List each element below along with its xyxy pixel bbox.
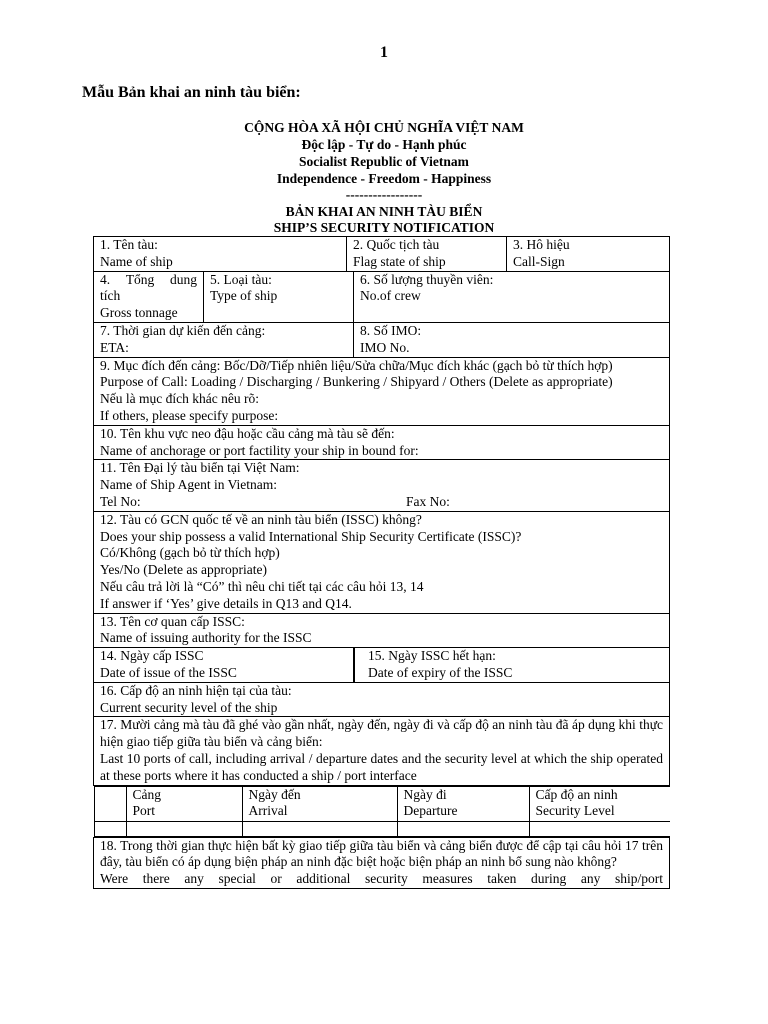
field-label-en: Gross tonnage: [100, 305, 178, 321]
field-label-en: Name of ship: [100, 253, 173, 269]
ports-header-row: [94, 786, 670, 821]
ports-index-header: [94, 786, 126, 821]
field-label-en: ETA:: [100, 339, 129, 355]
field-label-en: Name of anchorage or port factility your ship in bound for:: [100, 442, 419, 458]
field-label-en: Does your ship possess a valid International Ship Security Certificate (ISSC)?: [100, 528, 522, 544]
field-label-vi: 3. Hô hiệu: [513, 237, 570, 252]
label-part: Tổng: [125, 271, 155, 287]
field-call-sign[interactable]: [507, 237, 670, 272]
field-label-en: Date of expiry of the ISSC: [368, 664, 513, 680]
field-label-en: Current security level of the ship: [100, 699, 278, 715]
form-row-8: [94, 613, 670, 648]
form-row-7: [94, 511, 670, 613]
field-label-vi: 5. Loại tàu:: [210, 271, 272, 287]
column-header-security-level: [529, 786, 670, 821]
field-label-en: Name of issuing authority for the ISSC: [100, 630, 312, 646]
column-label-en: Departure: [403, 803, 458, 819]
field-label-vi: 6. Số lượng thuyền viên:: [360, 271, 494, 287]
ports-empty-row: [94, 821, 670, 836]
field-other-vi: Nếu là mục đích khác nêu rõ:: [100, 391, 259, 407]
document-title-vi: BẢN KHAI AN NINH TÀU BIỂN: [285, 204, 483, 219]
field-label-en: Were there any special or additional security measures taken during any ship/port: [100, 871, 664, 887]
field-label-vi: 1. Tên tàu:: [100, 237, 158, 252]
field-label-vi: 7. Thời gian dự kiến đến cảng:: [100, 322, 266, 338]
field-purpose-of-call[interactable]: [94, 357, 670, 425]
field-gross-tonnage[interactable]: [94, 271, 204, 322]
header-divider: -----------------: [345, 187, 423, 202]
column-label-en: Port: [132, 803, 156, 819]
country-name-vi: CỘNG HÒA XÃ HỘI CHỦ NGHĨA VIỆT NAM: [244, 120, 524, 135]
field-label-en: Type of ship: [210, 288, 278, 304]
field-label-vi: 2. Quốc tịch tàu: [353, 237, 440, 252]
label-part: 4.: [100, 271, 111, 287]
field-label-en: Date of issue of the ISSC: [100, 664, 237, 680]
ports-cell[interactable]: [529, 821, 670, 836]
ports-cell[interactable]: [94, 821, 126, 836]
form-row-11: [94, 717, 670, 785]
field-label-vi: 16. Cấp độ an ninh hiện tại của tàu:: [100, 682, 292, 698]
form-row-2: [94, 271, 670, 322]
form-row-5: [94, 425, 670, 460]
field-label-en: Purpose of Call: Loading / Discharging / Bunkering / Shipyard / Others (Delete as appropriate): [100, 374, 613, 390]
column-label-vi: Cấp độ an ninh: [535, 786, 618, 802]
field-issuing-authority[interactable]: [94, 613, 670, 648]
column-label-en: Security Level: [535, 803, 615, 819]
field-issc-expiry-date[interactable]: [354, 648, 670, 683]
field-label-vi: 10. Tên khu vực neo đậu hoặc cầu cảng mà tàu sẽ đến:: [100, 425, 395, 441]
field-label-vi-line: [100, 272, 203, 289]
form-row-6: [94, 460, 670, 511]
detail-note-en: If answer if ‘Yes’ give details in Q13 and Q14.: [100, 595, 352, 611]
column-label-vi: Ngày đi: [403, 786, 447, 802]
ports-cell[interactable]: [126, 821, 242, 836]
ports-cell[interactable]: [397, 821, 529, 836]
yes-no-en: Yes/No (Delete as appropriate): [100, 562, 267, 578]
field-label-vi: 11. Tên Đại lý tàu biển tại Việt Nam:: [100, 460, 300, 476]
field-label-vi: 8. Số IMO:: [360, 322, 422, 338]
label-part: tích: [100, 288, 121, 304]
ports-cell[interactable]: [242, 821, 397, 836]
field-flag-state[interactable]: [347, 237, 507, 272]
field-label-en: Last 10 ports of call, including arrival / departure dates and the security level at which the ship operated at these ports where it has conducted a ship / port interface: [100, 750, 664, 783]
form-row-10: [94, 682, 670, 717]
security-notification-form: [93, 236, 670, 889]
ports-table: [94, 786, 670, 837]
document-title-en: SHIP’S SECURITY NOTIFICATION: [273, 220, 495, 235]
field-label-en: Call-Sign: [513, 253, 565, 269]
field-label-en: IMO No.: [360, 339, 410, 355]
field-label-vi: 12. Tàu có GCN quốc tế về an ninh tàu biển (ISSC) không?: [100, 511, 422, 527]
form-row-1: [94, 237, 670, 272]
field-security-level[interactable]: [94, 682, 670, 717]
field-label-vi: 15. Ngày ISSC hết hạn:: [368, 648, 496, 664]
field-label-vi: 13. Tên cơ quan cấp ISSC:: [100, 613, 245, 629]
column-label-vi: Cảng: [132, 786, 161, 802]
field-other-en: If others, please specify purpose:: [100, 407, 279, 423]
field-imo-number[interactable]: [354, 322, 670, 357]
field-label-vi: 9. Mục đích đến cảng: Bốc/Dỡ/Tiếp nhiên liệu/Sửa chữa/Mục đích khác (gạch bỏ từ thích hợp): [100, 357, 613, 373]
form-row-4: [94, 357, 670, 425]
column-label-vi: Ngày đến: [248, 786, 301, 802]
country-name-en: Socialist Republic of Vietnam: [299, 154, 469, 169]
field-issc-issue-date[interactable]: [94, 648, 354, 683]
ports-table-cell: [94, 785, 670, 837]
field-label-vi: 14. Ngày cấp ISSC: [100, 648, 204, 664]
tel-fax-line: [100, 494, 669, 511]
column-label-en: Arrival: [248, 803, 288, 819]
form-title: Mẫu Bản khai an ninh tàu biển:: [82, 84, 301, 101]
form-row-9: [94, 648, 670, 683]
field-last-ports: [94, 717, 670, 785]
field-special-measures[interactable]: [94, 837, 670, 888]
column-header-arrival: [242, 786, 397, 821]
field-label-vi: 17. Mười cảng mà tàu đã ghé vào gần nhất, ngày đến, ngày đi và cấp độ an ninh tàu đã áp dụng khi thực hiện giao tiếp giữa tàu biển và cảng biển:: [100, 717, 664, 750]
form-row-13: [94, 837, 670, 888]
detail-note-vi: Nếu câu trả lời là “Có” thì nêu chi tiết tại các câu hỏi 13, 14: [100, 578, 424, 594]
form-row-12: [94, 785, 670, 837]
field-eta[interactable]: [94, 322, 354, 357]
label-part: dung: [170, 271, 197, 287]
field-ship-name[interactable]: [94, 237, 347, 272]
field-label-vi: 18. Trong thời gian thực hiện bất kỳ giao tiếp giữa tàu biển và cảng biển được để cập tại câu hỏi 17 trên đây, tàu biển có áp dụng biện pháp an ninh đặc biệt hoặc biện pháp an ninh bổ sung nào không?: [100, 837, 664, 870]
tel-label: Tel No:: [100, 493, 141, 509]
field-label-en: Flag state of ship: [353, 253, 446, 269]
field-anchorage[interactable]: [94, 425, 670, 460]
field-label-en: No.of crew: [360, 288, 421, 304]
motto-vi: Độc lập - Tự do - Hạnh phúc: [301, 137, 467, 152]
yes-no-vi: Có/Không (gạch bỏ từ thích hợp): [100, 545, 280, 561]
column-header-departure: [397, 786, 529, 821]
field-ship-type[interactable]: [204, 271, 354, 322]
field-crew-count[interactable]: [354, 271, 670, 322]
motto-en: Independence - Freedom - Happiness: [276, 171, 492, 186]
page-number: 1: [380, 44, 388, 61]
field-label-en: Name of Ship Agent in Vietnam:: [100, 477, 278, 493]
form-row-3: [94, 322, 670, 357]
fax-label: Fax No:: [406, 493, 450, 509]
field-ship-agent[interactable]: [94, 460, 670, 511]
column-header-port: [126, 786, 242, 821]
field-issc-possession[interactable]: [94, 511, 670, 613]
